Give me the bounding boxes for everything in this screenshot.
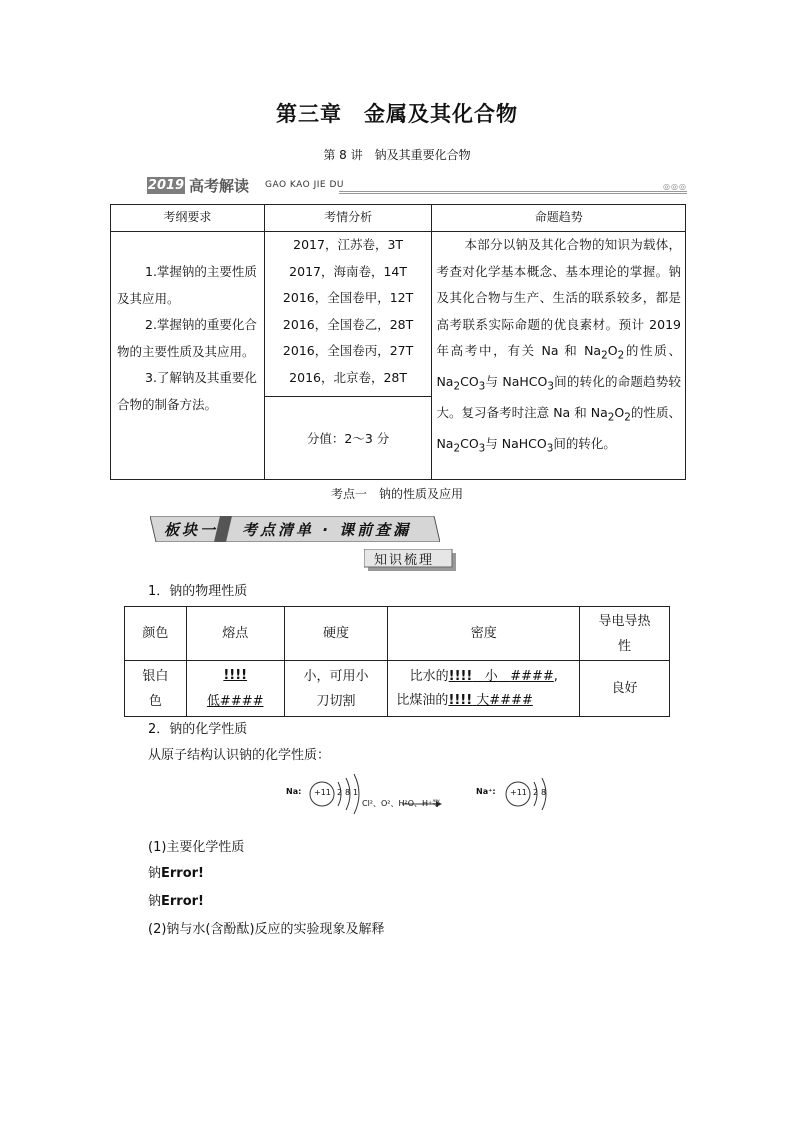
header-trend: 命题趋势 bbox=[432, 205, 686, 232]
shell-count: 1 bbox=[353, 788, 359, 797]
analysis-item: 2017，江苏卷，3T bbox=[293, 237, 404, 252]
requirement-item: 1.掌握钠的主要性质及其应用。 bbox=[117, 264, 257, 306]
banner-year: 2019 bbox=[147, 178, 185, 193]
requirements-cell bbox=[111, 232, 265, 480]
analysis-item: 2016，全国卷丙，27T bbox=[282, 343, 414, 358]
na-label: Na: bbox=[286, 787, 302, 796]
lecture-title: 第 8 讲 钠及其重要化合物 bbox=[323, 148, 471, 162]
trend-cell bbox=[432, 232, 686, 480]
chapter-title bbox=[0, 98, 794, 128]
chapter-number: 第三章 bbox=[276, 102, 342, 126]
ion-nucleus-label: +11 bbox=[510, 788, 527, 797]
reagents-label: Cl²、O²、H²O、H⁺等 bbox=[362, 799, 441, 808]
header-requirements: 考纲要求 bbox=[111, 205, 265, 232]
header-analysis: 考情分析 bbox=[264, 205, 432, 232]
intro-text: 从原子结构认识钠的化学性质： bbox=[148, 748, 331, 763]
trend-text: 本部分以钠及其化合物的知识为载体，考查对化学基本概念、基本理论的掌握。钠及其化合物与生产、生活的联系较多，都是高考联系实际命题的优良素材。预计 2019 年高考中，有关 Na 和 $Na_2O_2$的性质、$Na_2CO_3$与 NaHCO$_3$间的转化的命题趋势较大。复习备考时注意 Na 和 $Na_2O_2$的性质、$Na_2CO_3$与 NaHCO$_3$间的转化。 bbox=[436, 237, 681, 455]
section-physical: 1．钠的物理性质 bbox=[148, 584, 248, 599]
shell-count: 2 bbox=[337, 788, 343, 797]
requirement-item: 3.了解钠及其重要化合物的制备方法。 bbox=[117, 370, 257, 412]
value-color: 银白色 bbox=[125, 661, 187, 717]
analysis-item: 2016，全国卷乙，28T bbox=[282, 316, 414, 332]
header-melt: 熔点 bbox=[186, 607, 284, 661]
value-conductivity: 良好 bbox=[580, 661, 670, 717]
error-line-2: 钠Error! bbox=[148, 894, 204, 909]
na-ion-label: Na⁺: bbox=[476, 787, 496, 796]
main-properties-heading: (1)主要化学性质 bbox=[148, 840, 245, 855]
header-color: 颜色 bbox=[125, 607, 187, 661]
analysis-cell bbox=[264, 232, 432, 397]
banner-pinyin: GAO KAO JIE DU bbox=[265, 180, 344, 190]
value-hardness: 小，可用小刀切割 bbox=[284, 661, 388, 717]
atom-structure-diagram bbox=[286, 770, 576, 820]
header-density: 密度 bbox=[388, 607, 580, 661]
banner-title: 高考解读 bbox=[189, 177, 250, 195]
header-hardness: 硬度 bbox=[284, 607, 388, 661]
header-conductivity: 导电导热性 bbox=[580, 607, 670, 661]
requirement-item: 2.掌握钠的重要化合物的主要性质及其应用。 bbox=[117, 317, 257, 359]
exam-analysis-table bbox=[110, 204, 686, 480]
banner-dots-icon: ◎◎◎ bbox=[663, 182, 687, 191]
section-chemical: 2．钠的化学性质 bbox=[148, 722, 248, 737]
pill-label: 知识梳理 bbox=[374, 553, 435, 568]
section-ribbon bbox=[150, 516, 440, 542]
ribbon-left: 板块一 bbox=[164, 521, 219, 539]
error-line-1: 钠Error! bbox=[148, 866, 204, 881]
kaodian-title: 考点一 钠的性质及应用 bbox=[330, 487, 463, 501]
exam-banner bbox=[147, 176, 687, 196]
physical-properties-table bbox=[124, 606, 670, 717]
banner-rule bbox=[339, 191, 687, 194]
shell-count: 8 bbox=[345, 788, 351, 797]
water-reaction-heading: (2)钠与水(含酚酞)反应的实验现象及解释 bbox=[148, 922, 385, 937]
ribbon-right: 考点清单 · 课前查漏 bbox=[242, 521, 412, 539]
ion-shell-count: 2 bbox=[533, 788, 539, 797]
chapter-name: 金属及其化合物 bbox=[364, 102, 518, 126]
score-cell: 分值：2～3 分 bbox=[264, 397, 432, 480]
analysis-item: 2016，北京卷，28T bbox=[289, 369, 408, 385]
analysis-item: 2017，海南卷，14T bbox=[289, 263, 408, 279]
ion-shell-count: 8 bbox=[541, 788, 547, 797]
knowledge-pill bbox=[364, 549, 456, 571]
value-melt: !!!! 低#### bbox=[186, 661, 284, 717]
nucleus-label: +11 bbox=[314, 788, 331, 797]
analysis-item: 2016，全国卷甲，12T bbox=[282, 290, 414, 305]
value-density: 比水的!!!! 小 ####, 比煤油的!!!! 大#### bbox=[388, 661, 580, 717]
